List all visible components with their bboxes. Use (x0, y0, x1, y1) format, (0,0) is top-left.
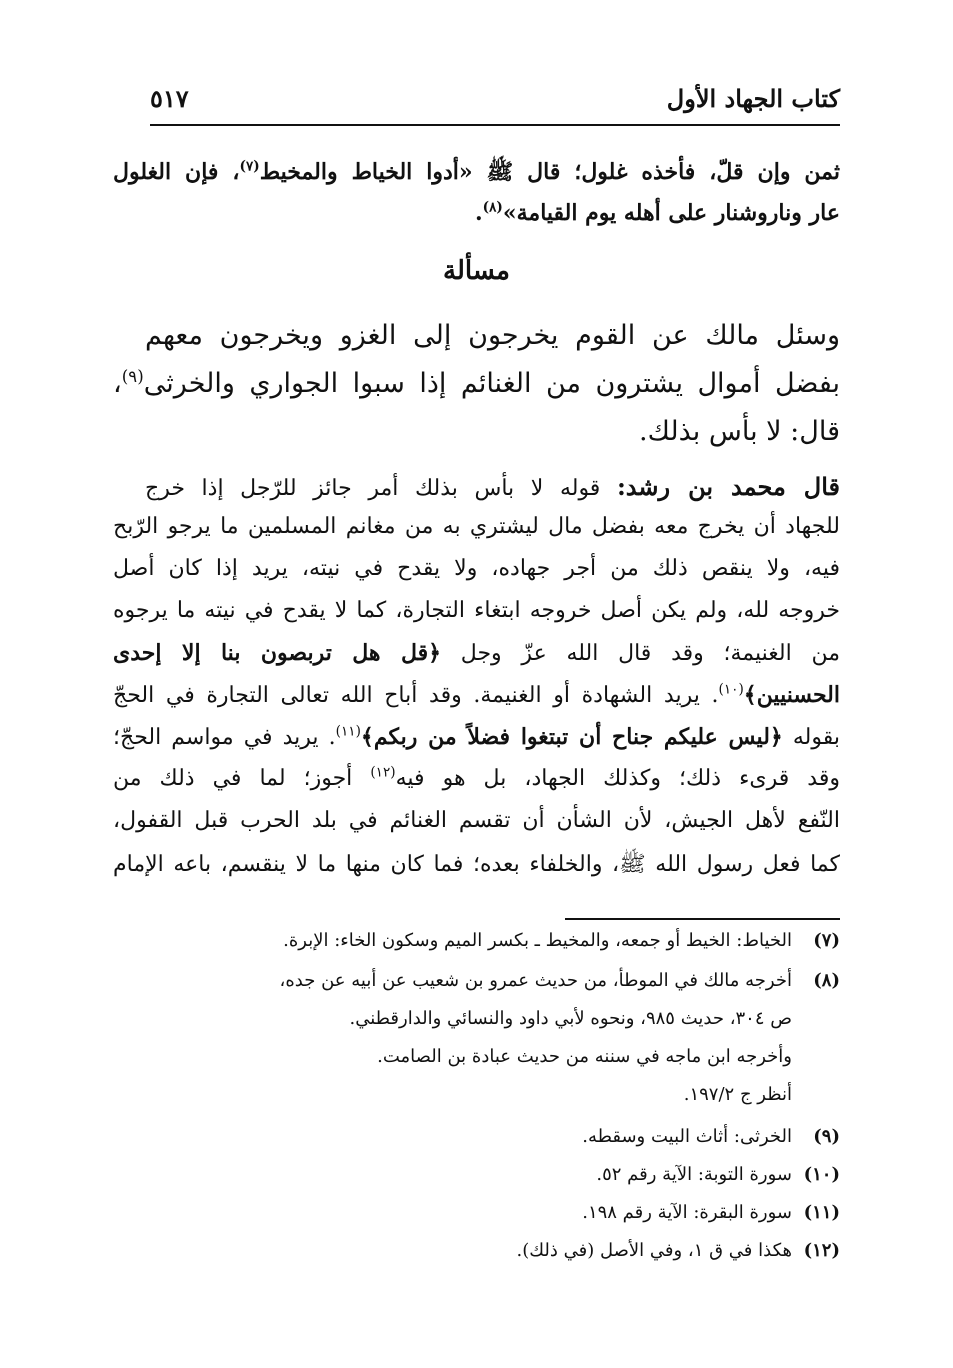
text-segment: أجوز؛ لما في ذلك من (113, 766, 353, 791)
text-segment: ثمن وإن قلّ، فأخذه غلول؛ قال ﷺ «أدوا الخياط والمخيط (259, 159, 840, 185)
quran-quote: ﴿قل هل تربصون بنا إلا إحدى (113, 640, 442, 666)
footnote-ref: (١٢) (370, 764, 396, 781)
footnote-ref: (٨) (482, 199, 503, 216)
text-line (113, 200, 840, 226)
quran-quote: ﴿ليس عليكم جناح أن تبتغوا فضلاً من ربكم﴾ (360, 724, 783, 750)
section-heading: مسألة (443, 256, 510, 286)
text-line: النّفع لأهل الجيش، لأن الشأن أن تقسم الغنائم في بلد الحرب قبل القفول، (113, 808, 840, 833)
footnote-ref: (١٠) (718, 681, 744, 698)
speaker-label: قال محمد بن رشد: (616, 472, 840, 501)
footnote (113, 1164, 840, 1185)
text-line (113, 368, 840, 399)
text-line: وسئل مالك عن القوم يخرجون إلى الغزو ويخرجون معهم (145, 320, 840, 351)
text-segment: ، (113, 368, 122, 399)
quran-quote: الحسنيين﴾ (743, 682, 840, 708)
header-title: كتاب الجهاد الأول (666, 84, 840, 113)
text-line: قال: لا بأس بذلك. (639, 416, 840, 447)
footnote-ref: (٩) (121, 366, 144, 386)
text-segment: . يريد في مواسم الحجّ؛ (113, 725, 336, 750)
footnote-number: (١٢) (803, 1240, 840, 1261)
running-header (150, 82, 840, 126)
text-line (113, 158, 840, 190)
text-line (145, 472, 840, 501)
text-segment: من الغنيمة؛ وقد قال الله عزّ وجل (460, 641, 841, 666)
footnote-ref: (٧) (239, 158, 260, 175)
footnote-number: (١١) (803, 1202, 840, 1223)
text-line (113, 724, 840, 750)
footnote-number: (٨) (813, 970, 840, 991)
footnote (113, 1126, 840, 1147)
footnote-text: سورة البقرة: الآية رقم ١٩٨. (582, 1202, 792, 1223)
footnote (113, 1240, 840, 1261)
footnote (113, 1202, 840, 1223)
footnote-separator (565, 918, 840, 920)
text-line: فيه، ولا ينقص ذلك من أجر جهاده، ولا يقدح في نيته، يريد إذا كان أصل (113, 556, 840, 581)
text-segment: وقد قرىء ذلك؛ وكذلك الجهاد، بل هو فيه (395, 766, 840, 791)
footnote-text: سورة التوبة: الآية رقم ٥٢. (596, 1164, 792, 1185)
footnote-continuation: وأخرجه ابن ماجه في سننه من حديث عبادة بن الصامت. (377, 1046, 792, 1067)
footnote-continuation: أنظر ج ١٩٧/٢. (683, 1084, 792, 1105)
text-line: خروجه لله، ولم يكن أصل خروجه ابتغاء التجارة، كما لا يقدح في نيته ما يرجوه (113, 598, 840, 623)
text-segment: . يريد الشهادة أو الغنيمة. وقد أباح الله تعالى التجارة في الحجّ (113, 683, 719, 708)
text-line: للجهاد أن يخرج معه بفضل مال ليشتري به من مغانم المسلمين ما يرجو الرّبح (113, 514, 840, 539)
footnote-ref: (١١) (335, 723, 361, 740)
footnote-text: الخياط: الخيط أو جمعه، والمخيط ـ بكسر الميم وسكون الخاء: الإبرة. (283, 930, 792, 951)
footnote-text: أخرجه مالك في الموطأ، من حديث عمرو بن شعيب عن أبيه عن جده، (279, 970, 792, 991)
footnote-number: (١٠) (803, 1164, 840, 1185)
text-segment: ، فإن الغلول (113, 159, 240, 185)
text-segment: بقوله (792, 725, 840, 750)
footnote-number: (٧) (813, 930, 840, 951)
text-segment: قوله لا بأس بذلك أمر جائز للرّجل إذا خرج (145, 476, 601, 501)
text-line (113, 640, 840, 666)
page-number: ٥١٧ (150, 84, 189, 113)
footnote-number: (٩) (813, 1126, 840, 1147)
text-segment: بفضل أموال يشترون من الغنائم إذا سبوا الجواري والخرثى (143, 368, 840, 399)
text-line: كما فعل رسول الله ﷺ، والخلفاء بعده؛ فما كان منها ما لا ينقسم، باعه الإمام (113, 852, 840, 877)
text-segment: عار وناروشنار على أهله يوم القيامة» (502, 200, 840, 226)
text-line (113, 766, 840, 791)
footnote (113, 930, 840, 951)
footnote-text: هكذا في ق ١، وفي الأصل (في ذلك). (516, 1240, 792, 1261)
footnote (113, 970, 840, 991)
footnote-text: الخرثى: أثاث البيت وسقطه. (582, 1126, 792, 1147)
text-segment: . (474, 200, 483, 226)
footnote-continuation: ص ٣٠٤، حديث ٩٨٥، ونحوه لأبي داود والنسائي والدارقطني. (349, 1008, 792, 1029)
text-line (113, 682, 840, 708)
